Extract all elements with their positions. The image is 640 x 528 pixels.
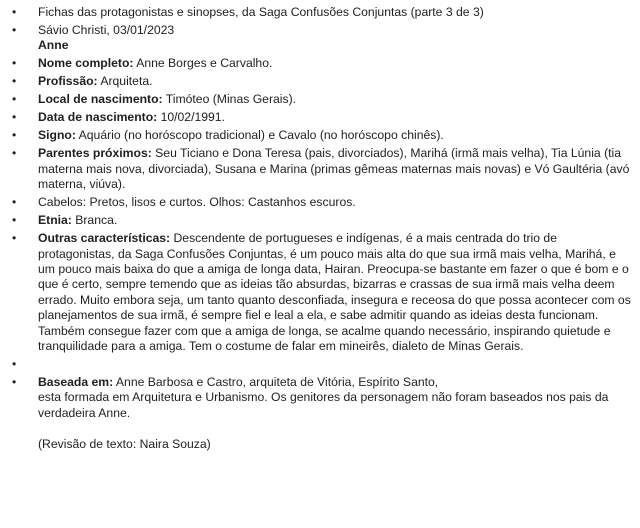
field-value-cabelos: Cabelos: Pretos, lisos e curtos. Olhos: Castanhos escuros. <box>38 195 356 210</box>
field-label-local: Local de nascimento: <box>38 92 163 107</box>
list-item-title <box>6 5 634 20</box>
list-item-etnia <box>6 213 634 228</box>
list-item-signo <box>6 128 634 143</box>
field-label-parentes: Parentes próximos: <box>38 146 152 161</box>
list-item-author <box>6 23 634 54</box>
baseada-detail: esta formada em Arquitetura e Urbanismo. Os genitores da personagem não foram baseados nos pais da verdadeira Anne. <box>38 390 609 420</box>
field-value-signo: Aquário (no horóscopo tradicional) e Cavalo (no horóscopo chinês). <box>75 128 444 143</box>
field-value-etnia: Branca. <box>71 213 118 228</box>
list-item-cabelos <box>6 195 634 210</box>
field-value-profissao: Arquiteta. <box>97 74 153 89</box>
field-value-data: 10/02/1991. <box>157 110 225 125</box>
profile-list <box>6 5 634 452</box>
empty-line <box>38 357 634 372</box>
field-label-data: Data de nascimento: <box>38 110 158 125</box>
field-label-profissao: Profissão: <box>38 74 98 89</box>
character-name: Anne <box>38 38 69 53</box>
revision-credit: (Revisão de texto: Naira Souza) <box>38 436 211 451</box>
field-value-local: Timóteo (Minas Gerais). <box>162 92 297 107</box>
field-value-parentes: Seu Ticiano e Dona Teresa (pais, divorciados), Marihá (irmã mais velha), Tia Lúnia (tia materna mais nova, divorciada), Susana e Marina (primas gêmeas maternas mais novas) e Vó Gaultéria (avó materna, viúva). <box>38 146 630 192</box>
document-title: Fichas das protagonistas e sinopses, da Saga Confusões Conjuntas (parte 3 de 3) <box>38 5 484 19</box>
author-date: • Sávio Christi, 03/01/2023 <box>38 23 175 37</box>
field-label-baseada: Baseada em: <box>38 375 114 390</box>
field-value-baseada: Anne Barbosa e Castro, arquiteta de Vitória, Espírito Santo, <box>113 375 439 390</box>
list-item-data <box>6 110 634 125</box>
field-label-outras: Outras características: <box>38 231 171 246</box>
list-item-parentes <box>6 146 634 192</box>
list-item-outras <box>6 231 634 354</box>
list-item-baseada <box>6 375 634 452</box>
list-item-profissao <box>6 74 634 89</box>
list-item-local <box>6 92 634 107</box>
field-label-etnia: Etnia: <box>38 213 72 228</box>
field-label-signo: Signo: <box>38 128 76 143</box>
field-label-nome: Nome completo: <box>38 56 134 71</box>
field-value-outras: Descendente de portugueses e indígenas, é a mais centrada do trio de protagonistas, da Saga Confusões Conjuntas, é um pouco mais alta do que sua irmã mais velha, Marihá, e um pouco mais baixa do que a amiga de longa data, Hairan. Preocupa-se bastante em fazer o que é bom e o que é certo, sempre temendo que as ideias tão absurdas, bizarras e crassas de sua irmã mais velha deem errado. Muito embora seja, um tanto quanto desconfiada, insegura e receosa do que possa acontecer com os planejamentos de sua irmã, é sempre fiel e leal a ela, e sabe admitir quando as ideias desta funcionam. Também consegue fazer com que a amiga de longa, se acalme quando necessário, inspirando quietude e tranquilidade para a amiga. Tem o costume de falar em mineirês, dialeto de Minas Gerais. <box>38 231 631 354</box>
list-item-blank <box>6 357 634 372</box>
list-item-nome <box>6 56 634 71</box>
spacer <box>38 421 634 436</box>
field-value-nome: Anne Borges e Carvalho. <box>133 56 273 71</box>
